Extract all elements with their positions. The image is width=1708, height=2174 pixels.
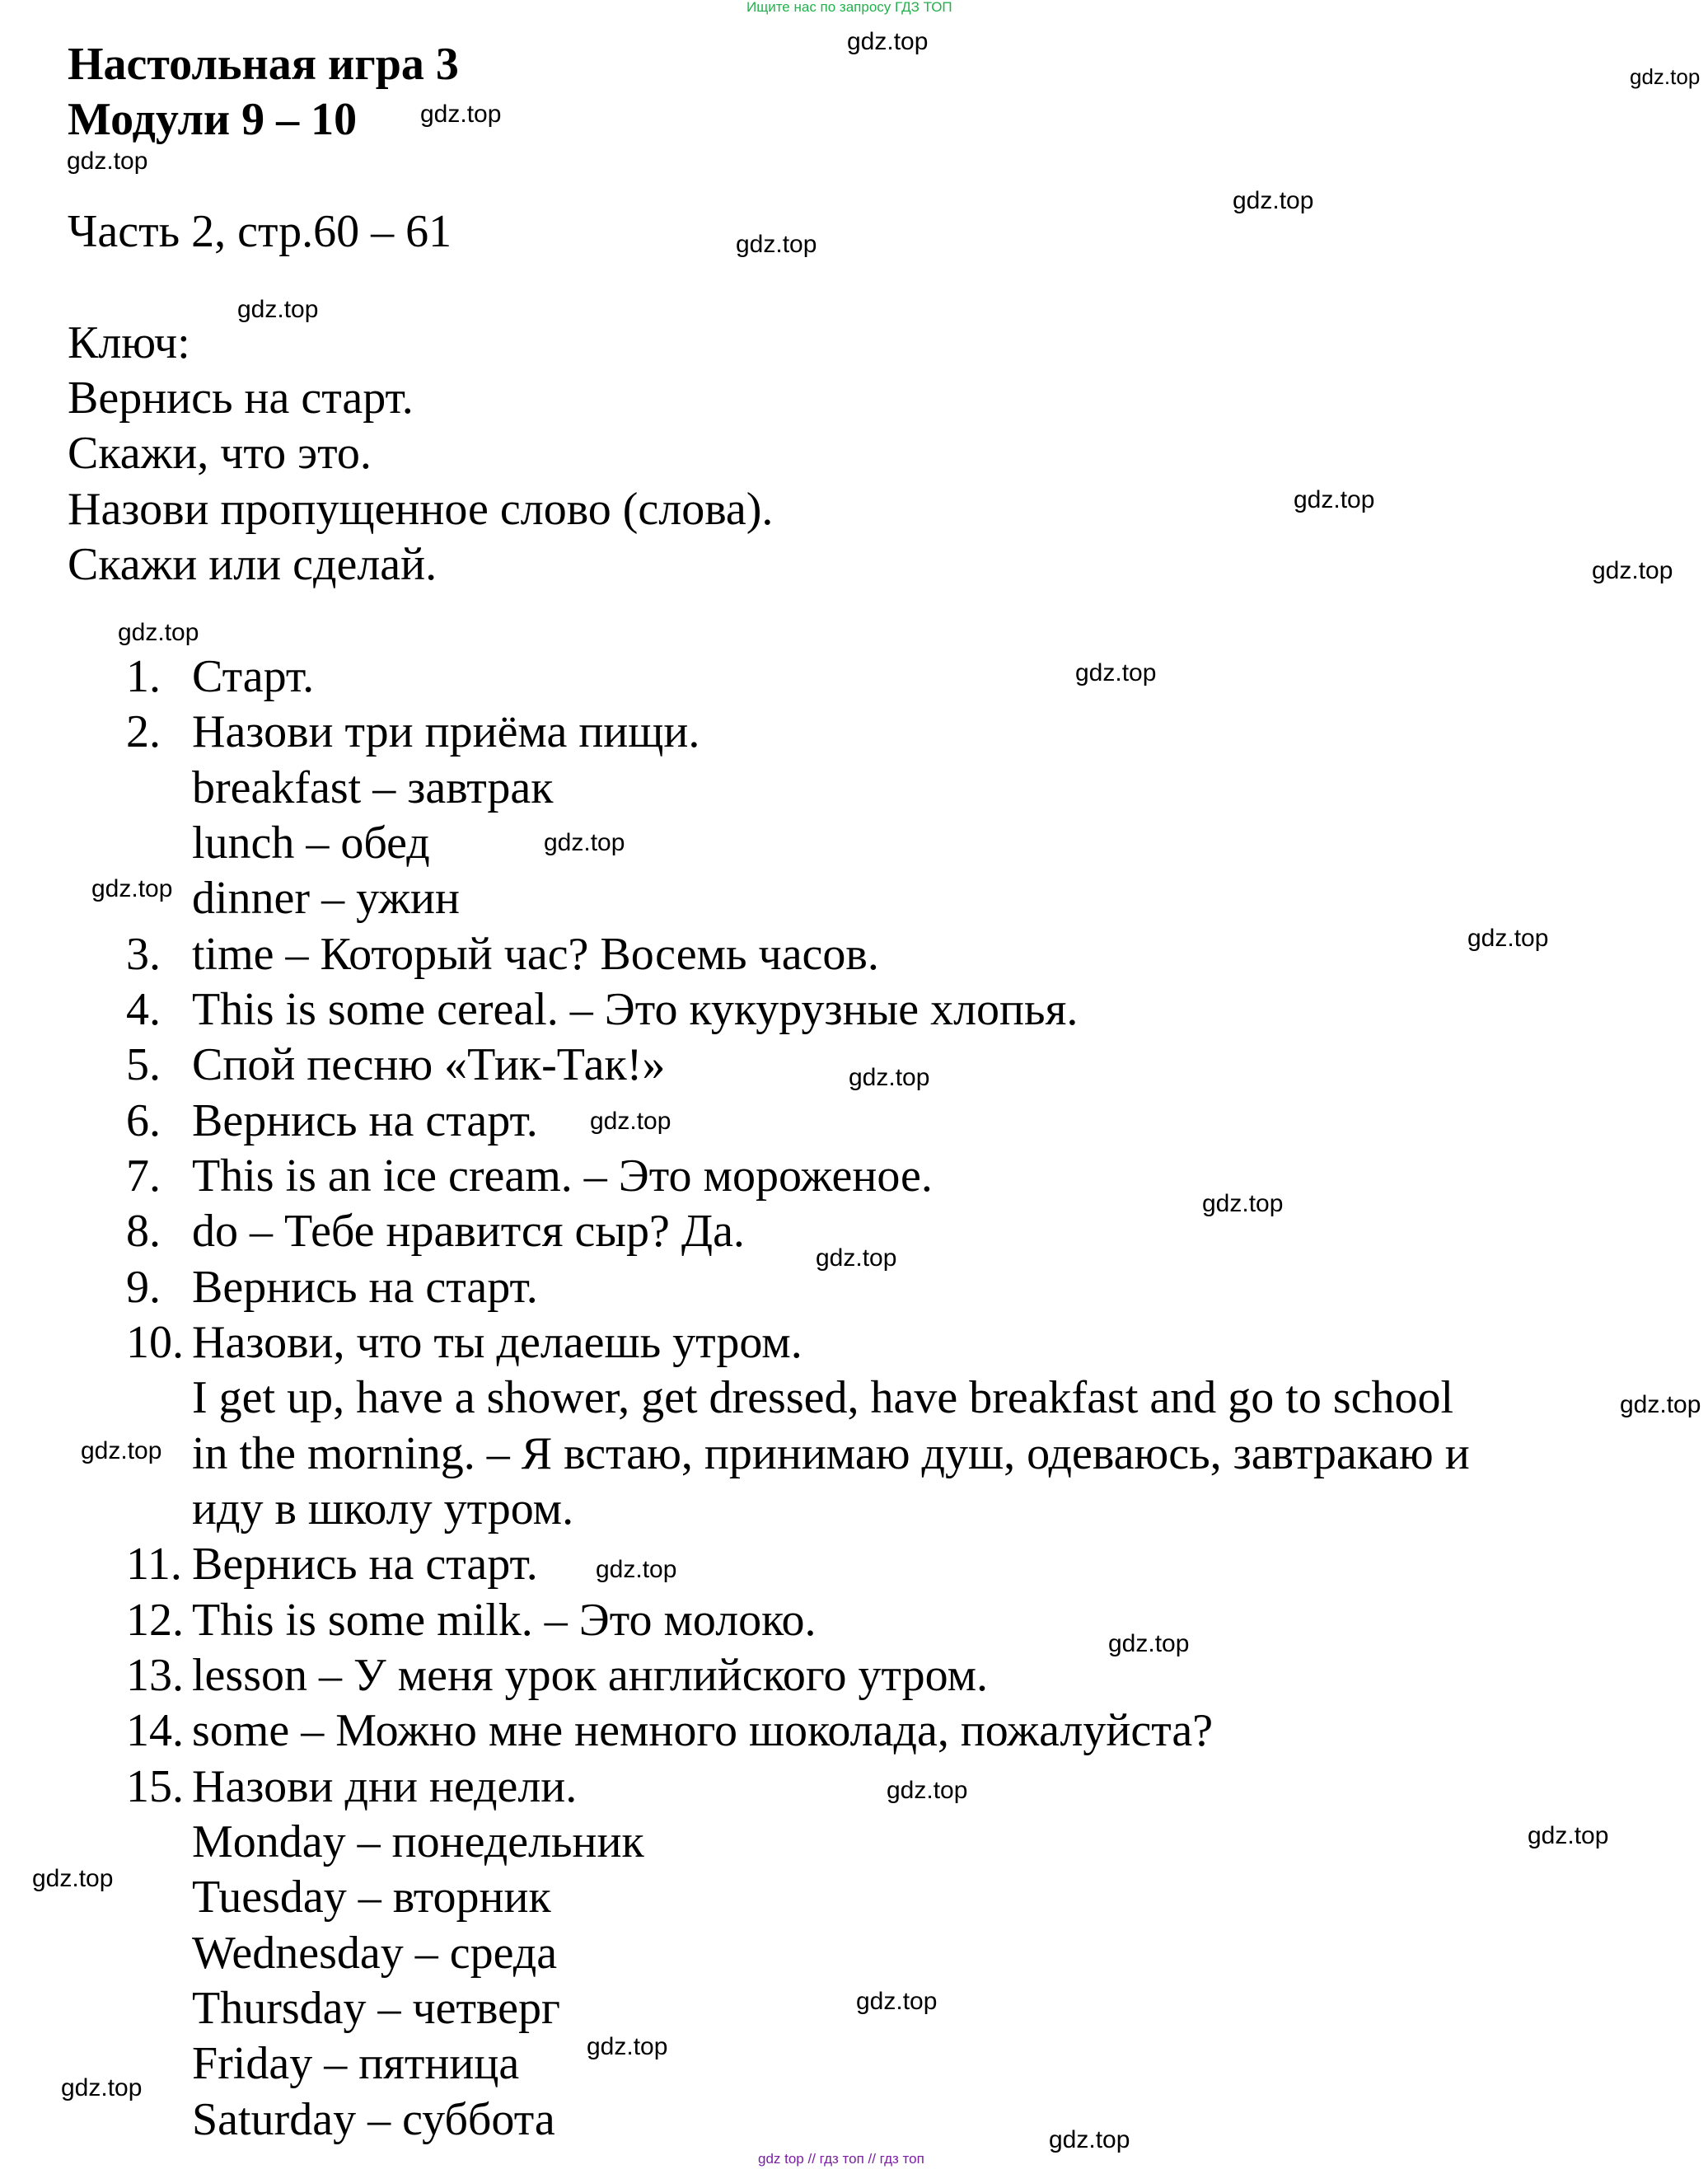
page-reference: Часть 2, стр.60 – 61 xyxy=(68,206,452,257)
item-number: 1. xyxy=(126,651,161,702)
item-text: Вернись на старт. xyxy=(192,1539,538,1590)
item-text: Назови три приёма пищи. xyxy=(192,706,700,757)
watermark: gdz.top xyxy=(1233,187,1314,214)
watermark: gdz.top xyxy=(420,101,502,128)
item-text: Назови дни недели. xyxy=(192,1761,578,1812)
watermark: gdz.top xyxy=(1108,1630,1190,1657)
watermark: gdz.top xyxy=(1294,486,1375,513)
item-subline: Wednesday – среда xyxy=(192,1928,558,1979)
item-number: 4. xyxy=(126,984,161,1035)
watermark: gdz.top xyxy=(856,1988,938,2015)
watermark: gdz.top xyxy=(67,148,148,175)
item-text: This is some cereal. – Это кукурузные хлопья. xyxy=(192,984,1079,1035)
watermark: gdz.top xyxy=(1467,925,1549,952)
item-text: Назови, что ты делаешь утром. xyxy=(192,1317,803,1368)
item-number: 11. xyxy=(126,1539,182,1590)
item-subline: dinner – ужин xyxy=(192,873,460,924)
watermark: gdz.top xyxy=(91,875,173,902)
item-subline: иду в школу утром. xyxy=(192,1483,574,1534)
item-number: 2. xyxy=(126,706,161,757)
watermark: gdz.top xyxy=(596,1556,677,1583)
watermark: gdz.top xyxy=(1630,64,1701,89)
item-subline: lunch – обед xyxy=(192,818,430,869)
page-subtitle: Модули 9 – 10 xyxy=(68,94,358,145)
item-text: do – Тебе нравится сыр? Да. xyxy=(192,1206,745,1257)
watermark: gdz.top xyxy=(237,296,319,323)
item-subline: I get up, have a shower, get dressed, have breakfast and go to school xyxy=(192,1372,1454,1423)
item-number: 15. xyxy=(126,1761,184,1812)
item-number: 9. xyxy=(126,1262,161,1313)
item-subline: Friday – пятница xyxy=(192,2038,520,2089)
item-number: 3. xyxy=(126,929,161,980)
watermark: gdz.top xyxy=(736,231,817,258)
watermark: gdz.top xyxy=(847,28,929,55)
item-number: 10. xyxy=(126,1317,184,1368)
key-line: Вернись на старт. xyxy=(68,372,414,424)
item-number: 13. xyxy=(126,1650,184,1701)
page-title: Настольная игра 3 xyxy=(68,39,459,90)
item-subline: in the morning. – Я встаю, принимаю душ, одеваюсь, завтракаю и xyxy=(192,1428,1470,1479)
watermark: gdz.top xyxy=(61,2074,143,2101)
item-text: Вернись на старт. xyxy=(192,1262,538,1313)
item-number: 14. xyxy=(126,1705,184,1756)
item-subline: Thursday – четверг xyxy=(192,1983,560,2034)
watermark: gdz.top xyxy=(1592,557,1673,584)
item-number: 8. xyxy=(126,1206,161,1257)
item-subline: breakfast – завтрак xyxy=(192,762,554,813)
watermark: gdz.top xyxy=(1202,1190,1284,1217)
watermark: gdz.top xyxy=(849,1064,930,1091)
item-subline: Tuesday – вторник xyxy=(192,1872,551,1923)
watermark: gdz.top xyxy=(590,1108,672,1135)
bottom-banner: gdz top // гдз топ // гдз топ xyxy=(758,2151,924,2167)
item-text: This is an ice cream. – Это мороженое. xyxy=(192,1150,933,1202)
item-text: Вернись на старт. xyxy=(192,1095,538,1146)
watermark: gdz.top xyxy=(118,619,199,646)
item-number: 7. xyxy=(126,1150,161,1202)
key-line: Скажи или сделай. xyxy=(68,539,438,590)
item-subline: Saturday – суббота xyxy=(192,2094,555,2145)
key-line: Назови пропущенное слово (слова). xyxy=(68,484,774,535)
item-number: 5. xyxy=(126,1039,161,1090)
item-text: This is some milk. – Это молоко. xyxy=(192,1595,817,1646)
watermark: gdz.top xyxy=(1049,2126,1130,2153)
item-text: lesson – У меня урок английского утром. xyxy=(192,1650,989,1701)
item-text: some – Можно мне немного шоколада, пожалуйста? xyxy=(192,1705,1214,1756)
item-number: 6. xyxy=(126,1095,161,1146)
item-text: time – Который час? Восемь часов. xyxy=(192,929,879,980)
item-text: Спой песню «Тик-Так!» xyxy=(192,1039,666,1090)
watermark: gdz.top xyxy=(1075,659,1157,686)
watermark: gdz.top xyxy=(32,1865,114,1892)
item-text: Старт. xyxy=(192,651,315,702)
watermark: gdz.top xyxy=(887,1777,968,1804)
item-subline: Monday – понедельник xyxy=(192,1816,644,1867)
top-banner: Ищите нас по запросу ГДЗ ТОП xyxy=(746,0,952,15)
key-heading: Ключ: xyxy=(68,317,190,368)
watermark: gdz.top xyxy=(544,829,625,856)
watermark: gdz.top xyxy=(1620,1391,1701,1418)
watermark: gdz.top xyxy=(816,1244,897,1272)
watermark: gdz.top xyxy=(81,1437,162,1464)
watermark: gdz.top xyxy=(587,2033,668,2060)
watermark: gdz.top xyxy=(1528,1822,1609,1849)
item-number: 12. xyxy=(126,1595,184,1646)
key-line: Скажи, что это. xyxy=(68,428,372,479)
